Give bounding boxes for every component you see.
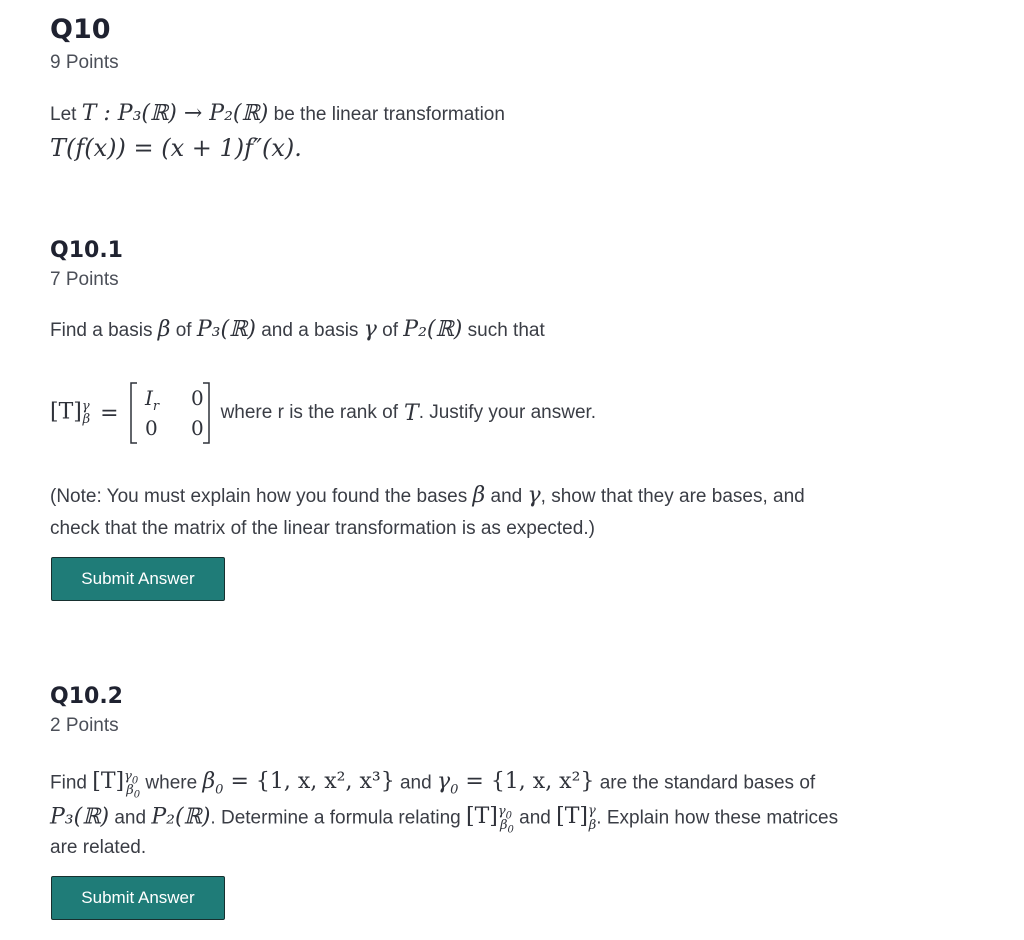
- p3-symbol-2: P₃(ℝ): [50, 804, 110, 830]
- gamma0-eq: $\gamma_0 = \{1$, x, x²}: [436, 769, 595, 798]
- and-text-2: and: [114, 807, 147, 829]
- submit-answer-button-q10-2[interactable]: Submit Answer: [51, 876, 225, 920]
- gamma-sup: γ: [81, 398, 90, 414]
- beta-symbol: β: [157, 317, 171, 342]
- and-basis-text: and a basis: [261, 320, 359, 341]
- t-matrix-b0g0-2: $[T]^{\gamma_0}_{\beta_0}$: [465, 804, 514, 836]
- matrix-cell-ir: $I_r$: [144, 386, 159, 414]
- justify-text: . Justify your answer.: [418, 402, 597, 423]
- matrix-cell-0-1: 0: [190, 386, 204, 410]
- matrix-lhs-label: [T]: [50, 398, 82, 424]
- p2-symbol-2: P₂(ℝ): [151, 804, 211, 830]
- q10-1-title: Q10.1: [50, 238, 123, 263]
- matrix-lhs: [50, 399, 90, 428]
- find-text-2: Find: [50, 772, 87, 794]
- t-matrix-bg: $[T]^\gamma_\beta$: [556, 804, 597, 833]
- are-std-text: are the standard bases of: [599, 772, 816, 794]
- note-beta: β: [472, 483, 486, 508]
- q10-points: 9 Points: [50, 52, 119, 73]
- where-text: where: [145, 772, 198, 794]
- q10-formula-line: [50, 134, 302, 162]
- and-text: and: [399, 772, 432, 794]
- p2-symbol: P₂(ℝ): [403, 317, 463, 342]
- t-symbol: T: [404, 400, 419, 426]
- explain-text: . Explain how these matrices: [596, 807, 839, 829]
- q10-2-title: Q10.2: [50, 684, 123, 709]
- p3-symbol: P₃(ℝ): [196, 317, 256, 342]
- q10-intro-prefix: Let: [50, 104, 77, 125]
- find-text: Find a basis: [50, 320, 153, 341]
- where-rank-text: where r is the rank of: [220, 402, 398, 423]
- submit-answer-button-q10-1[interactable]: Submit Answer: [51, 557, 225, 601]
- q10-2-line3: are related.: [50, 837, 147, 858]
- q10-2-points: 2 Points: [50, 715, 119, 736]
- matrix-cell-1-1: 0: [190, 416, 204, 440]
- q10-formula: T(f(x)) = (x + 1)f″(x).: [50, 134, 302, 162]
- such-that-text: such that: [467, 320, 545, 341]
- gamma-symbol: γ: [363, 317, 377, 342]
- beta-sub: β: [82, 412, 91, 428]
- q10-intro-map: T : P₃(ℝ) → P₂(ℝ): [81, 101, 269, 126]
- q10-1-note-line1: [50, 479, 805, 514]
- and-text-3: and: [519, 807, 551, 829]
- matrix-left-bracket: [131, 383, 137, 443]
- matrix-right-bracket: [203, 383, 209, 443]
- q10-intro-suffix: be the linear transformation: [273, 104, 505, 125]
- gamma0-set: {1, x, x²}: [490, 769, 595, 795]
- note-text-b: , show that they are bases, and: [540, 486, 805, 507]
- note-text-a: (Note: You must explain how you found the bases: [50, 486, 468, 507]
- determine-text: . Determine a formula relating: [210, 807, 461, 829]
- q10-title: Q10: [50, 14, 111, 45]
- of-text-2: of: [382, 320, 398, 341]
- matrix-cell-1-0: 0: [144, 416, 158, 440]
- note-gamma: γ: [527, 483, 541, 508]
- q10-1-note-line2: check that the matrix of the linear transformation is as expected.): [50, 518, 595, 539]
- t-matrix-b0g0: $[T]^{\gamma_0}_{\beta_0}$: [92, 769, 141, 801]
- q10-1-find-line: [50, 313, 545, 348]
- q10-1-points: 7 Points: [50, 269, 119, 290]
- of-text: of: [175, 320, 192, 341]
- matrix-block: [129, 381, 211, 445]
- q10-1-matrix-line: [50, 381, 596, 445]
- beta0-eq: $\beta_0 = \{1$, x, x², x³}: [202, 769, 395, 798]
- equals-sign: =: [100, 400, 119, 426]
- q10-2-line2: [50, 795, 838, 847]
- beta0-set: {1, x, x², x³}: [255, 769, 395, 795]
- note-and: and: [490, 486, 523, 507]
- q10-intro: [50, 97, 505, 132]
